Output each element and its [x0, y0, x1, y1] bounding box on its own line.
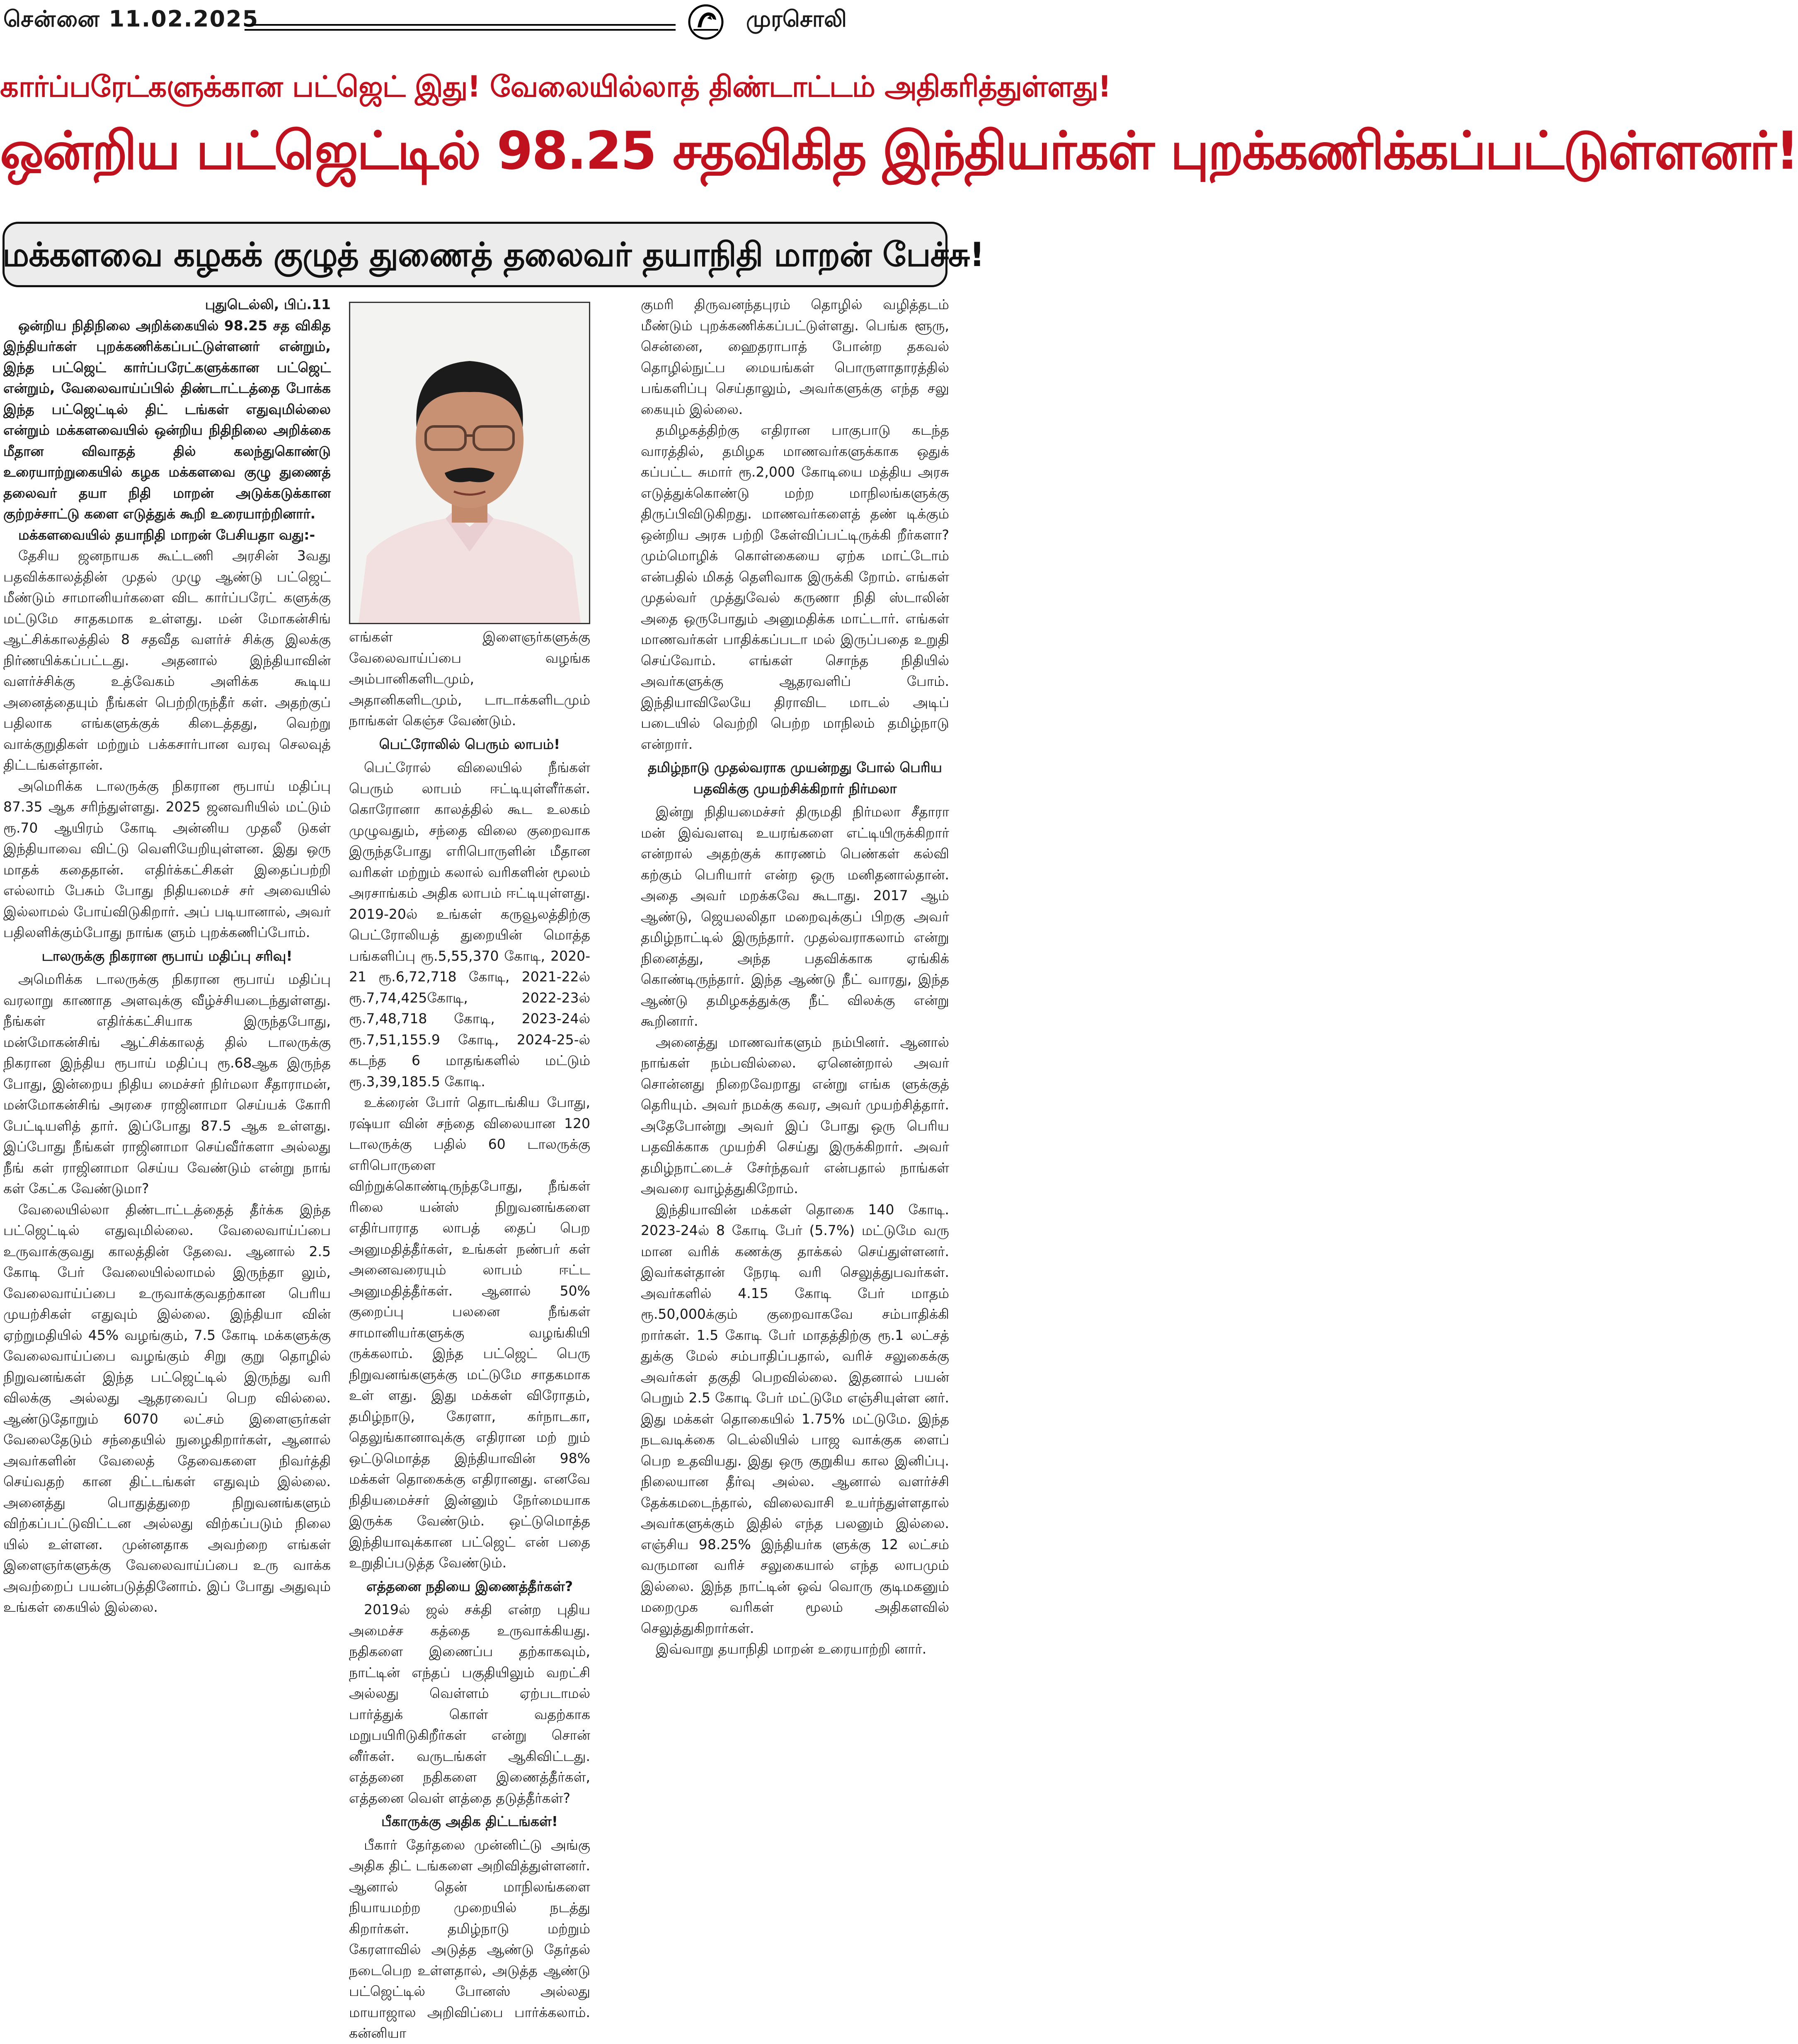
- dateline: புதுடெல்லி, பிப்.11: [205, 296, 331, 312]
- paragraph: தமிழகத்திற்கு எதிரான பாகுபாடு கடந்த வாரத்தில், தமிழக மாணவர்களுக்காக ஒதுக் கப்பட்ட சுமார் ரூ.2,000 கோடியை மத்திய அரசு எடுத்துக்கொண்டு மற்ற மாநிலங்களுக்கு திருப்பிவிடுகிறது. மாணவர்களைத் தண் டிக்கும் ஒன்றிய அரசு பற்றி கேள்விப்பட்டிருக்கி றீர்களா? மும்மொழிக் கொள்கையை ஏற்க மாட்டோம் என்பதில் மிகத் தெளிவாக இருக்கி றோம். எங்கள் முதல்வர் முத்துவேல் கருணா நிதி ஸ்டாலின் அதை ஒருபோதும் அனுமதிக்க மாட்டார். எங்கள் மாணவர்கள் பாதிக்கப்படா மல் இருப்பதை உறுதி செய்வோம். எங்கள் சொந்த நிதியில் அவர்களுக்கு ஆதரவளிப் போம். இந்தியாவிலேயே திராவிட மாடல் அடிப் படையில் வெற்றி பெற்ற மாநிலம் தமிழ்நாடு என்றார்.: [641, 422, 949, 752]
- article-lead: ஒன்றிய நிதிநிலை அறிக்கையில் 98.25 சத விகித இந்தியர்கள் புறக்கணிக்கப்பட்டுள்ளனர் என்றும், இந்த பட்ஜெட் கார்ப்பரேட்களுக்கான பட்ஜெட் என்றும், வேலைவாய்ப்பில் திண்டாட்டத்தை போக்க இந்த பட்ஜெட்டில் திட் டங்கள் எதுவுமில்லை என்றும் மக்களவையில் ஒன்றிய நிதிநிலை அறிக்கை மீதான விவாதத் தில் கலந்துகொண்டு உரையாற்றுகையில் கழக மக்களவை குழு துணைத் தலைவர் தயா நிதி மாறன் அடுக்கடுக்கான குற்றச்சாட்டு களை எடுத்துக் கூறி உரையாற்றினார்.: [3, 317, 331, 522]
- kicker-headline: கார்ப்பரேட்களுக்கான பட்ஜெட் இது! வேலையில்லாத் திண்டாட்டம் அதிகரித்துள்ளது!: [0, 70, 1111, 104]
- paragraph: தேசிய ஜனநாயக கூட்டணி அரசின் 3வது பதவிக்காலத்தின் முதல் முழு ஆண்டு பட்ஜெட் மீண்டும் சாமானியர்களை விட கார்ப்பரேட் களுக்கு மட்டுமே சாதகமாக உள்ளது. மன் மோகன்சிங் ஆட்சிக்காலத்தில் 8 சதவீத வளர்ச் சிக்கு இலக்கு நிர்ணயிக்கப்பட்டது. அதனால் இந்தியாவின் வளர்ச்சிக்கு உத்வேகம் அளிக்க கூடிய அனைத்தையும் நீங்கள் பெற்றிருந்தீர் கள். அதற்குப் பதிலாக எங்களுக்குக் கிடைத்தது, வெற்று வாக்குறுதிகள் மற்றும் பக்கசார்பான வரவு செலவுத் திட்டங்கள்தான்.: [3, 547, 331, 773]
- paragraph: இவ்வாறு தயாநிதி மாறன் உரையாற்றி னார்.: [656, 1641, 927, 1657]
- masthead-date: சென்னை 11.02.2025: [3, 6, 259, 32]
- paragraph: எங்கள் இளைஞர்களுக்கு வேலைவாய்ப்பை வழங்க அம்பானிகளிடமும், அதானிகளிடமும், டாடாக்களிடமும் நாங்கள் கெஞ்ச வேண்டும்.: [349, 629, 590, 729]
- subheading: பீகாருக்கு அதிக திட்டங்கள்!: [381, 1813, 558, 1829]
- paragraph: 2019ல் ஜல் சக்தி என்ற புதிய அமைச்ச கத்தை உருவாக்கியது. நதிகளை இணைப்ப தற்காகவும், நாட்டின் எந்தப் பகுதியிலும் வறட்சி அல்லது வெள்ளம் ஏற்படாமல் பார்த்துக் கொள் வதற்காக மறுபயிரிடுகிறீர்கள் என்று சொன் னீர்கள். வருடங்கள் ஆகிவிட்டது. எத்தனை நதிகளை இணைத்தீர்கள், எத்தனை வெள் ளத்தை தடுத்தீர்கள்?: [349, 1601, 590, 1806]
- rising-sun-logo-icon: [683, 3, 729, 41]
- paragraph: இந்தியாவின் மக்கள் தொகை 140 கோடி. 2023-24ல் 8 கோடி பேர் (5.7%) மட்டுமே வரு மான வரிக் கணக்கு தாக்கல் செய்துள்ளனர். இவர்கள்தான் நேரடி வரி செலுத்துபவர்கள். அவர்களில் 4.15 கோடி பேர் மாதம் ரூ.50,000க்கும் குறைவாகவே சம்பாதிக்கி றார்கள். 1.5 கோடி பேர் மாதத்திற்கு ரூ.1 லட்சத் துக்கு மேல் சம்பாதிப்பதால், வரிச் சலுகைக்கு அவர்கள் தகுதி பெறவில்லை. இதனால் பயன் பெறும் 2.5 கோடி பேர் மட்டுமே எஞ்சியுள்ள னர். இது மக்கள் தொகையில் 1.75% மட்டுமே. இந்த நடவடிக்கை டெல்லியில் பாஜ வாக்குக ளைப் பெற உதவியது. இது ஒரு குறுகிய கால இனிப்பு. நிலையான தீர்வு அல்ல. ஆனால் வளர்ச்சி தேக்கமடைந்தால், விலைவாசி உயர்ந்துள்ளதால் அவர்களுக்கும் இதில் எந்த பலனும் இல்லை. எஞ்சிய 98.25% இந்தியர்க ளுக்கு 12 லட்சம் வருமான வரிச் சலுகையால் எந்த லாபமும் இல்லை. இந்த நாட்டின் ஒவ் வொரு குடிமகனும் மறைமுக வரிகள் மூலம் அதிகளவில் செலுத்துகிறார்கள்.: [641, 1201, 949, 1636]
- subheading: எத்தனை நதியை இணைத்தீர்கள்?: [366, 1578, 573, 1594]
- subheading: டாலருக்கு நிகரான ரூபாய் மதிப்பு சரிவு!: [41, 947, 293, 964]
- article-column-1: [3, 294, 331, 1618]
- masthead-rule: [245, 24, 676, 31]
- paragraph: பெட்ரோல் விலையில் நீங்கள் பெரும் லாபம் ஈட்டியுள்ளீர்கள். கொரோனா காலத்தில் கூட உலகம் முழுவதும், சந்தை விலை குறைவாக இருந்தபோது எரிபொருளின் மீதான வரிகள் மற்றும் கலால் வரிகளின் மூலம் அரசாங்கம் அதிக லாபம் ஈட்டியுள்ளது. 2019-20ல் உங்கள் கருவூலத்திற்கு பெட்ரோலியத் துறையின் மொத்த பங்களிப்பு ரூ.5,55,370 கோடி, 2020-21 ரூ.6,72,718 கோடி, 2021-22ல் ரூ.7,74,425கோடி, 2022-23ல் ரூ.7,48,718 கோடி, 2023-24ல் ரூ.7,51,155.9 கோடி, 2024-25-ல் கடந்த 6 மாதங்களில் மட்டும் ரூ.3,39,185.5 கோடி.: [349, 759, 590, 1090]
- article-column-3: [641, 294, 949, 1660]
- paragraph: வேலையில்லா திண்டாட்டத்தைத் தீர்க்க இந்த பட்ஜெட்டில் எதுவுமில்லை. வேலைவாய்ப்பை உருவாக்குவது காலத்தின் தேவை. ஆனால் 2.5 கோடி பேர் வேலையில்லாமல் இருந்தா லும், வேலைவாய்ப்பை உருவாக்குவதற்கான பெரிய முயற்சிகள் எதுவும் இல்லை. இந்தியா வின் ஏற்றுமதியில் 45% வழங்கும், 7.5 கோடி மக்களுக்கு வேலைவாய்ப்பை வழங்கும் சிறு குறு தொழில் நிறுவனங்கள் இந்த பட்ஜெட்டில் இருந்து வரி விலக்கு அல்லது ஆதரவைப் பெற வில்லை. ஆண்டுதோறும் 6070 லட்சம் இளைஞர்கள் வேலைதேடும் சந்தையில் நுழைகிறார்கள், ஆனால் அவர்களின் வேலைத் தேவைகளை நிவர்த்தி செய்வதற் கான திட்டங்கள் எதுவும் இல்லை. அனைத்து பொதுத்துறை நிறுவனங்களும் விற்கப்பட்டுவிட்டன அல்லது விற்கப்படும் நிலை யில் உள்ளன. முன்னதாக அவற்றை எங்கள் இளைஞர்களுக்கு வேலைவாய்ப்பை உரு வாக்க அவற்றைப் பயன்படுத்தினோம். இப் போது அதுவும் உங்கள் கையில் இல்லை.: [3, 1201, 331, 1615]
- main-headline: ஒன்றிய பட்ஜெட்டில் 98.25 சதவிகித இந்தியர்கள் புறக்கணிக்கப்பட்டுள்ளனர்!: [0, 120, 1798, 181]
- paragraph: பீகார் தேர்தலை முன்னிட்டு அங்கு அதிக திட் டங்களை அறிவித்துள்ளனர். ஆனால் தென் மாநிலங்களை நியாயமற்ற முறையில் நடத்து கிறார்கள். தமிழ்நாடு மற்றும் கேரளாவில் அடுத்த ஆண்டு தேர்தல் நடைபெற உள்ளதால், அடுத்த ஆண்டு பட்ஜெட்டில் போனஸ் அல்லது மாயாஜால அறிவிப்பை பார்க்கலாம். கன்னியா: [349, 1836, 590, 2041]
- subheading: பெட்ரோலில் பெரும் லாபம்!: [379, 736, 560, 752]
- article-intro: மக்களவையில் தயாநிதி மாறன் பேசியதா வது:-: [18, 526, 315, 543]
- subheading: தமிழ்நாடு முதல்வராக முயன்றது போல் பெரிய பதவிக்கு முயற்சிக்கிறார் நிர்மலா: [648, 759, 942, 797]
- portrait-photo: [349, 302, 590, 624]
- paragraph: குமரி திருவனந்தபுரம் தொழில் வழித்தடம் மீண்டும் புறக்கணிக்கப்பட்டுள்ளது. பெங்க ளூரு, சென்னை, ஹைதராபாத் போன்ற தகவல் தொழில்நுட்ப மையங்கள் பொருளாதாரத்தில் பங்களிப்பு செய்தாலும், அவர்களுக்கு எந்த சலு கையும் இல்லை.: [641, 296, 949, 417]
- portrait-photo-icon: [350, 303, 589, 623]
- paper-name: முரசொலி: [746, 6, 847, 32]
- paragraph: அமெரிக்க டாலருக்கு நிகரான ரூபாய் மதிப்பு 87.35 ஆக சரிந்துள்ளது. 2025 ஜனவரியில் மட்டும் ரூ.70 ஆயிரம் கோடி அன்னிய முதலீ டுகள் இந்தியாவை விட்டு வெளியேறியுள்ளன. இது ஒரு மாதக் கதைதான். எதிர்க்கட்சிகள் இதைப்பற்றி எல்லாம் பேசும் போது நிதியமைச் சர் அவையில் இல்லாமல் போய்விடுகிறார். அப் படியானால், அவர் பதிலளிக்கும்போது நாங்க ளும் புறக்கணிப்போம்.: [3, 777, 331, 940]
- paragraph: அமெரிக்க டாலருக்கு நிகரான ரூபாய் மதிப்பு வரலாறு காணாத அளவுக்கு வீழ்ச்சியடைந்துள்ளது. நீங்கள் எதிர்க்கட்சியாக இருந்தபோது, மன்மோகன்சிங் ஆட்சிக்காலத் தில் டாலருக்கு நிகரான இந்திய ரூபாய் மதிப்பு ரூ.68ஆக இருந்த போது, இன்றைய நிதிய மைச்சர் நிர்மலா சீதாராமன், மன்மோகன்சிங் அரசை ராஜினாமா செய்யக் கோரி பேட்டியளித் தார். இப்போது 87.5 ஆக உள்ளது. இப்போது நீங்கள் ராஜினாமா செய்வீர்களா அல்லது நீங் கள் ராஜினாமா செய்ய வேண்டும் என்று நாங் கள் கேட்க வேண்டுமா?: [3, 971, 331, 1196]
- paragraph: இன்று நிதியமைச்சர் திருமதி நிர்மலா சீதாரா மன் இவ்வளவு உயரங்களை எட்டியிருக்கிறார் என்றால் அதற்குக் காரணம் பெண்கள் கல்வி கற்கும் பெரியார் என்ற ஒரு மனிதனால்தான். அதை அவர் மறக்கவே கூடாது. 2017 ஆம் ஆண்டு, ஜெயலலிதா மறைவுக்குப் பிறகு அவர் தமிழ்நாட்டில் இருந்தார். முதல்வராகலாம் என்று நினைத்து, அந்த பதவிக்காக ஏங்கிக் கொண்டிருந்தார். இந்த ஆண்டு நீட் வாரது, இந்த ஆண்டு தமிழகத்துக்கு நீட் விலக்கு என்று கூறினார்.: [641, 804, 949, 1029]
- article-column-2: [349, 627, 590, 2044]
- paragraph: அனைத்து மாணவர்களும் நம்பினர். ஆனால் நாங்கள் நம்பவில்லை. ஏனென்றால் அவர் சொன்னது நிறைவேறாது என்று எங்க ளுக்குத் தெரியும். அவர் நமக்கு கவர, அவர் முயற்சித்தார். அதேபோன்று அவர் இப் போது ஒரு பெரிய பதவிக்காக முயற்சி செய்து இருக்கிறார். அவர் தமிழ்நாட்டைச் சேர்ந்தவர் என்பதால் நாங்கள் அவரை வாழ்த்துகிறோம்.: [641, 1034, 949, 1196]
- paragraph: உக்ரைன் போர் தொடங்கிய போது, ரஷ்யா வின் சந்தை விலையான 120 டாலருக்கு பதில் 60 டாலருக்கு எரிபொருளை விற்றுக்கொண்டிருந்தபோது, நீங்கள் ரிலை யன்ஸ் நிறுவனங்களை எதிர்பாராத லாபத் தைப் பெற அனுமதித்தீர்கள், உங்கள் நண்பர் கள் அனைவரையும் லாபம் ஈட்ட அனுமதித்தீர்கள். ஆனால் 50% குறைப்பு பலனை நீங்கள் சாமானியர்களுக்கு வழங்கியி ருக்கலாம். இந்த பட்ஜெட் பெரு நிறுவனங்களுக்கு மட்டுமே சாதகமாக உள் ளது. இது மக்கள் விரோதம், தமிழ்நாடு, கேரளா, கர்நாடகா, தெலுங்கானாவுக்கு எதிரான மற் றும் ஒட்டுமொத்த இந்தியாவின் 98% மக்கள் தொகைக்கு எதிரானது. எனவே நிதியமைச்சர் இன்னும் நேர்மையாக இருக்க வேண்டும். ஒட்டுமொத்த இந்தியாவுக்கான பட்ஜெட் என் பதை உறுதிப்படுத்த வேண்டும்.: [349, 1094, 590, 1571]
- deck-headline: மக்களவை கழகக் குழுத் துணைத் தலைவர் தயாநிதி மாறன் பேச்சு!: [2, 235, 984, 274]
